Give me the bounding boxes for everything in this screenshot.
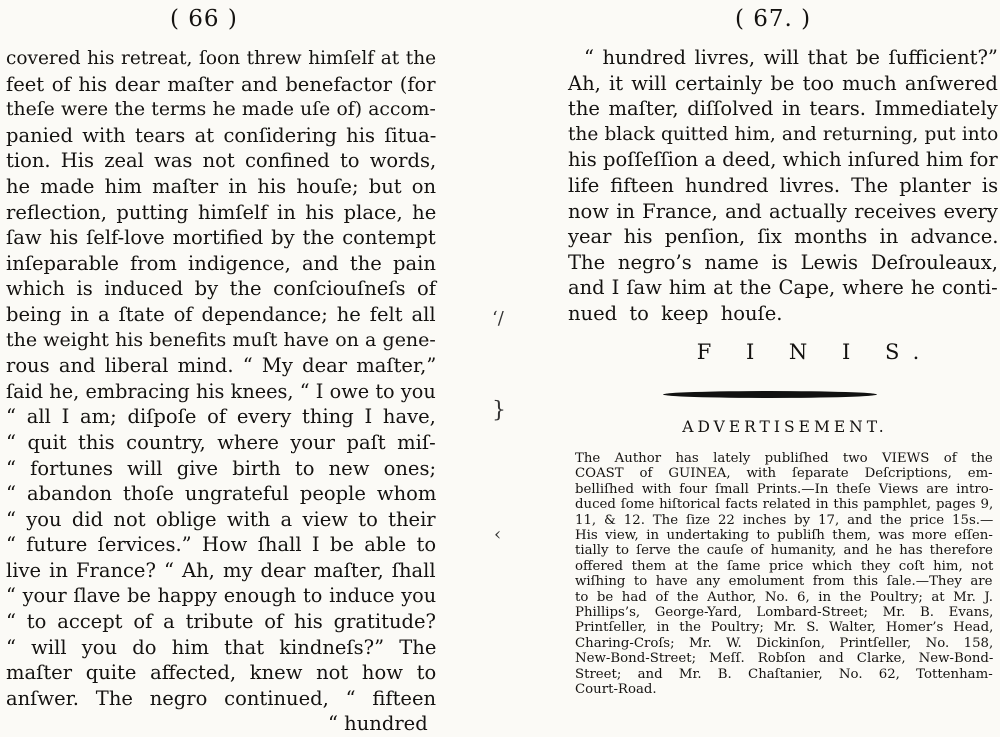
ad-line: Printſeller, in the Poultry; Mr. S. Walter, Homer’s Head, [575, 620, 994, 636]
text-line: “ future ſervices.” How ſhall I be able to [6, 533, 437, 557]
ad-line: COAST of GUINEA, with ſeparate Deſcriptions, em- [575, 466, 993, 482]
text-line: “ you did not oblige with a view to their [6, 507, 436, 531]
text-line: the maſter, diſſolved in tears. Immediately [568, 97, 998, 121]
catchword: “ hundred [328, 712, 428, 736]
ad-line: tially to ſerve the cauſe of humanity, and he has therefore [575, 543, 993, 559]
text-line: feet of his dear maſter and benefactor (for [6, 72, 436, 96]
left-page-number: ( 66 ) [170, 6, 238, 32]
margin-brace-icon: } [492, 398, 506, 423]
left-page-text [6, 46, 436, 737]
text-line: rous and liberal mind. “ My dear maſter,” [6, 354, 437, 378]
finis-heading: F I N I S. [696, 340, 934, 364]
text-line: and I ſaw him at the Cape, where he conti- [568, 276, 998, 300]
ad-line: duced ſome hiſtorical facts related in this pamphlet, pages 9, [575, 497, 994, 513]
text-line: which is induced by the conſciouſneſs of [6, 277, 437, 301]
text-line: “ quit this country, where your paſt miſ- [6, 430, 436, 454]
text-line: nued to keep houſe. [568, 301, 783, 325]
text-line: covered his retreat, ſoon threw himſelf at the [6, 48, 437, 69]
ad-line: Phillips’s, George-Yard, Lombard-Street; Mr. B. Evans, [575, 605, 994, 621]
ad-line: belliſhed with four ſmall Prints.—In theſe Views are intro- [575, 481, 994, 497]
text-line: life fifteen hundred livres. The planter is [568, 173, 999, 197]
ad-line: The Author has lately publiſhed two VIEWS of the [575, 451, 993, 466]
text-line: he made him maſter in his houſe; but on [6, 174, 437, 198]
ad-line: Street; and Mr. B. Chaſtanier, No. 62, Tottenham- [575, 666, 993, 682]
text-line: inſeparable from indigence, and the pain [6, 251, 436, 275]
gutter [470, 0, 530, 727]
text-line: ſaid he, embracing his knees, “ I owe to you [6, 379, 436, 403]
text-line: The negro’s name is Lewis Deſrouleaux, [568, 250, 998, 274]
text-line: his poſſeſſion a deed, which inſured him for [568, 148, 998, 172]
text-line: Ah, it will certainly be too much anſwered [568, 71, 998, 95]
text-line: theſe were the terms he made uſe of) accom- [6, 99, 436, 121]
text-line: the weight his benefits muſt have on a gene- [6, 328, 436, 351]
text-line: now in France, and actually receives every [568, 199, 998, 223]
text-line: the black quitted him, and returning, put into [568, 123, 999, 145]
ad-line: Court-Road. [575, 682, 657, 698]
ad-line: offered them at the ſame price which they coſt him, not [575, 558, 994, 574]
ad-line: His view, in undertaking to publiſh them, was more eſſen- [575, 528, 993, 544]
right-page-text [568, 45, 998, 327]
ad-line: New-Bond-Street; Meſſ. Robſon and Clarke, New-Bond- [575, 651, 994, 667]
advertisement-body [575, 451, 993, 698]
text-line: tion. His zeal was not confined to words, [6, 149, 437, 173]
text-line: “ your ſlave be happy enough to induce you [6, 584, 437, 608]
text-line: “ abandon thoſe ungrateful people whom [6, 482, 437, 506]
text-line: being in a ſtate of dependance; he felt all [6, 302, 436, 326]
text-line: reflection, putting himſelf in his place, he [6, 200, 437, 224]
ad-line: 11, & 12. The ſize 22 inches by 17, and the price 15s.— [575, 512, 994, 528]
left-page [0, 0, 445, 736]
text-line: year his penſion, ſix months in advance. [568, 225, 999, 249]
right-page-number: ( 67. ) [735, 6, 812, 32]
text-line: “ hundred livres, will that be ſufficient?” [584, 46, 998, 69]
text-line: ſaw his ſelf-love mortified by the contempt [6, 226, 436, 250]
text-line: “ fortunes will give birth to new ones; [6, 456, 437, 480]
text-line: anſwer. The negro continued, “ fifteen [6, 686, 437, 710]
right-page [555, 0, 1000, 727]
text-line: maſter quite affected, knew not how to [6, 661, 437, 685]
ornamental-rule [663, 391, 877, 398]
text-line: live in France? “ Ah, my dear maſter, ſhall [6, 558, 436, 582]
ad-line: Charing-Croſs; Mr. W. Dickinſon, Printſeller, No. 158, [575, 635, 994, 651]
margin-mark-icon: ‘/ [492, 308, 504, 329]
text-line: “ to accept of a tribute of his gratitude? [6, 610, 436, 634]
margin-mark-icon: ‹ [494, 524, 502, 545]
text-line: panied with tears at conſidering his ſitua- [6, 123, 437, 147]
text-line: “ will you do him that kindneſs?” The [6, 635, 437, 659]
ad-line: to be had of the Author, No. 6, in the Poultry; at Mr. J. [575, 589, 993, 605]
ad-line: wiſhing to have any emolument from this ſale.—They are [575, 574, 993, 590]
text-line: “ all I am; diſpoſe of every thing I have, [6, 405, 436, 429]
advertisement-title: ADVERTISEMENT. [682, 418, 888, 436]
